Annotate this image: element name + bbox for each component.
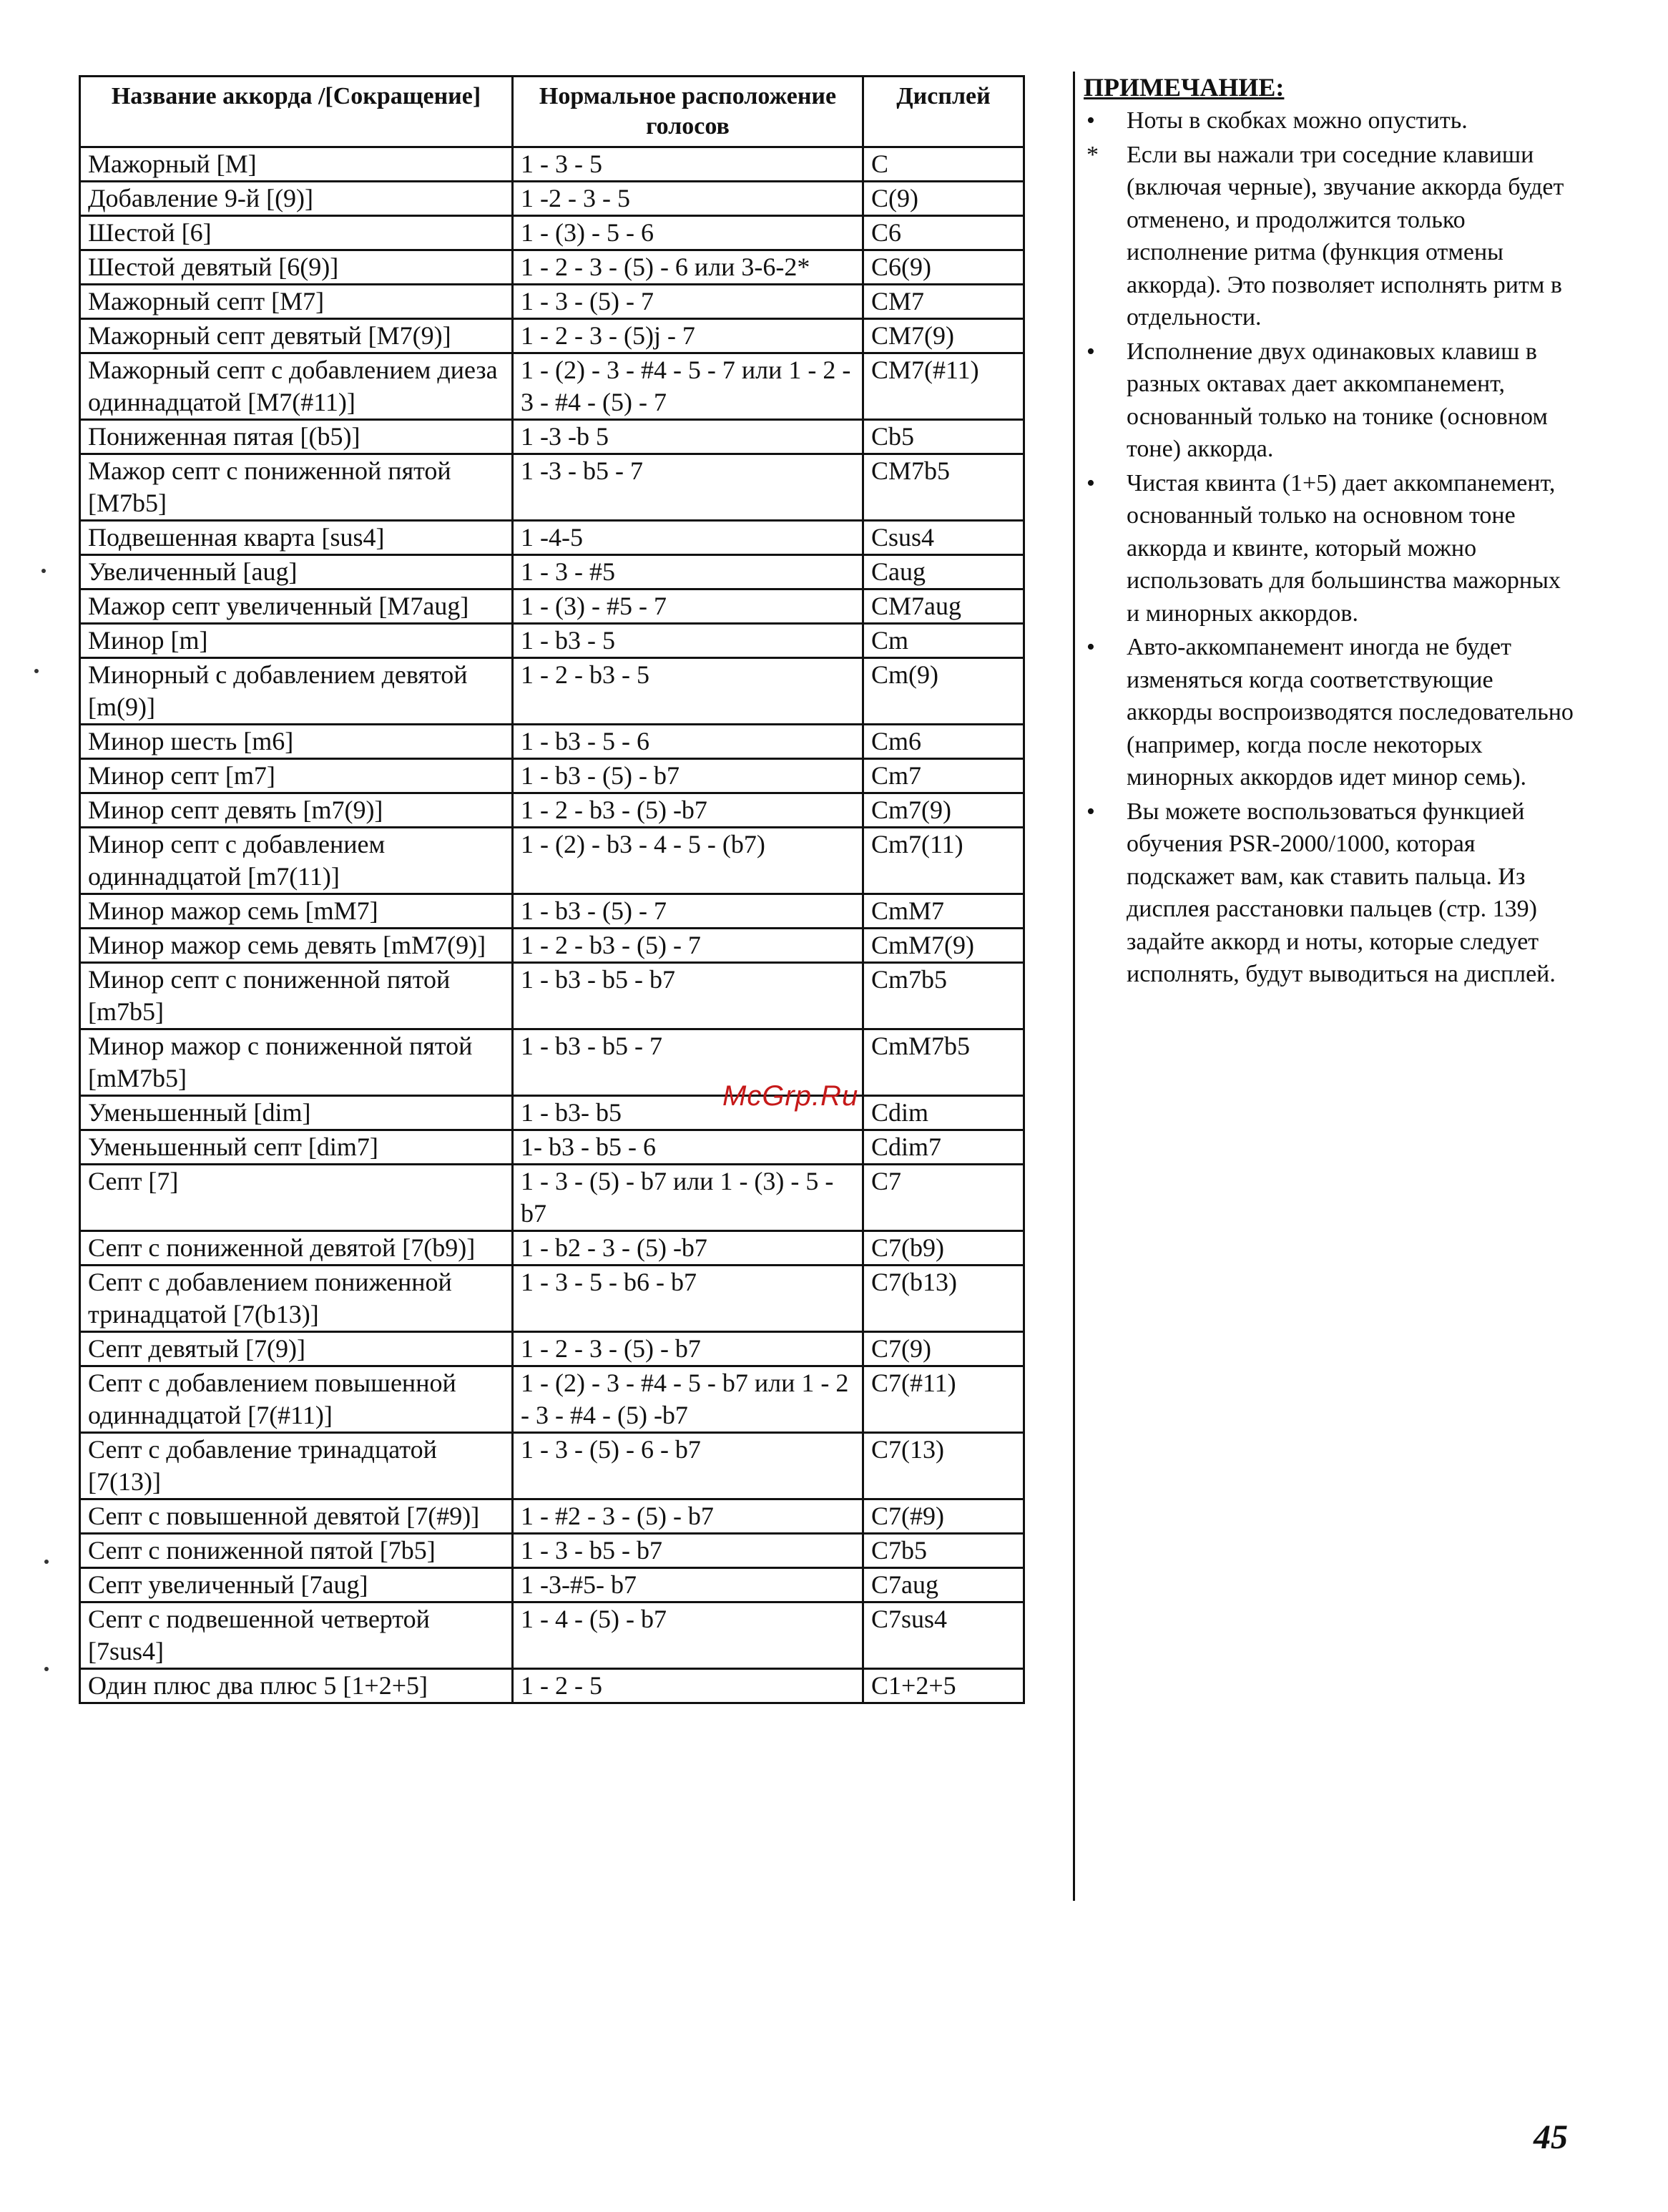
chord-name-cell: Пониженная пятая [(b5)] bbox=[80, 420, 513, 454]
table-row bbox=[80, 929, 1024, 963]
table-row bbox=[80, 454, 1024, 521]
display-cell: CM7b5 bbox=[863, 454, 1024, 521]
scan-speck bbox=[34, 669, 39, 673]
display-cell: C7(13) bbox=[863, 1433, 1024, 1499]
display-cell: CmM7 bbox=[863, 894, 1024, 929]
bullet-icon: • bbox=[1086, 469, 1095, 496]
voicing-cell: 1 -3 -b 5 bbox=[513, 420, 863, 454]
asterisk-icon: * bbox=[1086, 141, 1099, 168]
table-row bbox=[80, 319, 1024, 353]
display-cell: CmM7b5 bbox=[863, 1029, 1024, 1096]
voicing-cell: 1 - (2) - b3 - 4 - 5 - (b7) bbox=[513, 828, 863, 894]
chord-name-cell: Септ с пониженной пятой [7b5] bbox=[80, 1534, 513, 1568]
chord-name-cell: Шестой [6] bbox=[80, 216, 513, 250]
voicing-cell: 1 - 4 - (5) - b7 bbox=[513, 1602, 863, 1669]
voicing-cell: 1 - 2 - 3 - (5) - 6 или 3-6-2* bbox=[513, 250, 863, 285]
chord-name-cell: Минор септ [m7] bbox=[80, 759, 513, 793]
display-cell: C7aug bbox=[863, 1568, 1024, 1602]
note-item bbox=[1084, 104, 1574, 137]
chord-name-cell: Мажорный септ девятый [M7(9)] bbox=[80, 319, 513, 353]
scan-speck bbox=[44, 1560, 49, 1564]
note-text: Ноты в скобках можно опустить. bbox=[1127, 107, 1468, 134]
note-text: Вы можете воспользоваться функцией обучения PSR-2000/1000, которая подскажет вам, как ставить пальца. Из дисплея расстановки пальцев (стр. 139) задайте аккорд и ноты, которые следует исполнять, будут выводиться на дисплей. bbox=[1127, 798, 1556, 987]
table-row bbox=[80, 147, 1024, 182]
display-cell: Cm7 bbox=[863, 759, 1024, 793]
display-cell: C7(9) bbox=[863, 1332, 1024, 1366]
voicing-cell: 1 - 2 - b3 - 5 bbox=[513, 658, 863, 725]
voicing-cell: 1 - 3 - (5) - b7 или 1 - (3) - 5 - b7 bbox=[513, 1165, 863, 1231]
display-cell: Caug bbox=[863, 555, 1024, 589]
display-cell: Cm6 bbox=[863, 725, 1024, 759]
voicing-cell: 1 - (3) - 5 - 6 bbox=[513, 216, 863, 250]
header-display: Дисплей bbox=[863, 77, 1024, 147]
voicing-cell: 1 -3 - b5 - 7 bbox=[513, 454, 863, 521]
scan-speck bbox=[41, 569, 46, 573]
display-cell: CM7aug bbox=[863, 589, 1024, 624]
table-row bbox=[80, 589, 1024, 624]
chord-name-cell: Минор мажор семь девять [mM7(9)] bbox=[80, 929, 513, 963]
table-row bbox=[80, 963, 1024, 1029]
chord-name-cell: Минор шесть [m6] bbox=[80, 725, 513, 759]
chord-name-cell: Септ увеличенный [7aug] bbox=[80, 1568, 513, 1602]
voicing-cell: 1 - 3 - 5 - b6 - b7 bbox=[513, 1266, 863, 1332]
voicing-cell: 1 - 2 - 5 bbox=[513, 1669, 863, 1703]
table-row bbox=[80, 1165, 1024, 1231]
voicing-cell: 1 - b3 - 5 - 6 bbox=[513, 725, 863, 759]
table-row bbox=[80, 828, 1024, 894]
display-cell: C(9) bbox=[863, 182, 1024, 216]
voicing-cell: 1 - 2 - 3 - (5)j - 7 bbox=[513, 319, 863, 353]
table-row bbox=[80, 555, 1024, 589]
chord-name-cell: Септ с пониженной девятой [7(b9)] bbox=[80, 1231, 513, 1266]
table-header-row bbox=[80, 77, 1024, 147]
header-chord-name: Название аккорда /[Сокращение] bbox=[80, 77, 513, 147]
voicing-cell: 1 - 3 - 5 bbox=[513, 147, 863, 182]
table-row bbox=[80, 1029, 1024, 1096]
table-row bbox=[80, 1266, 1024, 1332]
table-row bbox=[80, 1499, 1024, 1534]
display-cell: C1+2+5 bbox=[863, 1669, 1024, 1703]
chord-name-cell: Увеличенный [aug] bbox=[80, 555, 513, 589]
note-item bbox=[1084, 631, 1574, 794]
note-item bbox=[1084, 796, 1574, 991]
display-cell: C7(b13) bbox=[863, 1266, 1024, 1332]
voicing-cell: 1 - b3 - b5 - b7 bbox=[513, 963, 863, 1029]
voicing-cell: 1 - b3 - (5) - 7 bbox=[513, 894, 863, 929]
voicing-cell: 1 - 3 - (5) - 6 - b7 bbox=[513, 1433, 863, 1499]
table-row bbox=[80, 1366, 1024, 1433]
voicing-cell: 1 - 2 - 3 - (5) - b7 bbox=[513, 1332, 863, 1366]
scan-speck bbox=[44, 1667, 49, 1671]
display-cell: Csus4 bbox=[863, 521, 1024, 555]
voicing-cell: 1 - 3 - (5) - 7 bbox=[513, 285, 863, 319]
table-row bbox=[80, 1433, 1024, 1499]
voicing-cell: 1 - 2 - b3 - (5) - 7 bbox=[513, 929, 863, 963]
chord-name-cell: Септ с повышенной девятой [7(#9)] bbox=[80, 1499, 513, 1534]
table-row bbox=[80, 725, 1024, 759]
voicing-cell: 1 - b3- b5 bbox=[513, 1096, 863, 1130]
chord-name-cell: Мажорный септ [M7] bbox=[80, 285, 513, 319]
chord-name-cell: Минорный с добавлением девятой [m(9)] bbox=[80, 658, 513, 725]
note-text: Если вы нажали три соседние клавиши (включая черные), звучание аккорда будет отменено, и продолжится только исполнение ритма (функция отмены аккорда). Это позволяет исполнять ритм в отдельности. bbox=[1127, 141, 1564, 331]
table-row bbox=[80, 1602, 1024, 1669]
chord-name-cell: Минор септ с добавлением одиннадцатой [m7(11)] bbox=[80, 828, 513, 894]
chord-name-cell: Мажор септ с пониженной пятой [M7b5] bbox=[80, 454, 513, 521]
table-row bbox=[80, 285, 1024, 319]
bullet-icon: • bbox=[1086, 338, 1095, 365]
display-cell: CM7(9) bbox=[863, 319, 1024, 353]
chord-name-cell: Подвешенная кварта [sus4] bbox=[80, 521, 513, 555]
display-cell: Cb5 bbox=[863, 420, 1024, 454]
chord-name-cell: Септ с добавлением пониженной тринадцатой [7(b13)] bbox=[80, 1266, 513, 1332]
display-cell: Cm(9) bbox=[863, 658, 1024, 725]
display-cell: C7(#9) bbox=[863, 1499, 1024, 1534]
chord-name-cell: Септ с добавление тринадцатой [7(13)] bbox=[80, 1433, 513, 1499]
display-cell: Cm7b5 bbox=[863, 963, 1024, 1029]
voicing-cell: 1 - (2) - 3 - #4 - 5 - b7 или 1 - 2 - 3 - #4 - (5) -b7 bbox=[513, 1366, 863, 1433]
voicing-cell: 1 - #2 - 3 - (5) - b7 bbox=[513, 1499, 863, 1534]
table-row bbox=[80, 182, 1024, 216]
display-cell: Cm7(9) bbox=[863, 793, 1024, 828]
display-cell: CM7 bbox=[863, 285, 1024, 319]
notes-title: ПРИМЕЧАНИЕ: bbox=[1084, 73, 1285, 102]
voicing-cell: 1 -4-5 bbox=[513, 521, 863, 555]
voicing-cell: 1 - b3 - b5 - 7 bbox=[513, 1029, 863, 1096]
voicing-cell: 1 - (2) - 3 - #4 - 5 - 7 или 1 - 2 - 3 - #4 - (5) - 7 bbox=[513, 353, 863, 420]
voicing-cell: 1 - b3 - 5 bbox=[513, 624, 863, 658]
note-text: Авто-аккомпанемент иногда не будет изменяться когда соответствующие аккорды воспроизводятся последовательно (например, когда после некоторых минорных аккордов идет минор семь). bbox=[1127, 634, 1574, 791]
table-row bbox=[80, 1534, 1024, 1568]
table-row bbox=[80, 1096, 1024, 1130]
table-row bbox=[80, 353, 1024, 420]
table-row bbox=[80, 624, 1024, 658]
bullet-icon: • bbox=[1086, 634, 1095, 660]
voicing-cell: 1 - (3) - #5 - 7 bbox=[513, 589, 863, 624]
header-voicing: Нормальное расположение голосов bbox=[513, 77, 863, 147]
chord-name-cell: Один плюс два плюс 5 [1+2+5] bbox=[80, 1669, 513, 1703]
table-row bbox=[80, 216, 1024, 250]
voicing-cell: 1 - b2 - 3 - (5) -b7 bbox=[513, 1231, 863, 1266]
chord-name-cell: Уменьшенный септ [dim7] bbox=[80, 1130, 513, 1165]
chord-name-cell: Мажор септ увеличенный [M7aug] bbox=[80, 589, 513, 624]
chord-name-cell: Минор мажор с пониженной пятой [mM7b5] bbox=[80, 1029, 513, 1096]
voicing-cell: 1 - 3 - #5 bbox=[513, 555, 863, 589]
chord-name-cell: Минор [m] bbox=[80, 624, 513, 658]
chord-name-cell: Мажорный септ с добавлением диеза одиннадцатой [M7(#11)] bbox=[80, 353, 513, 420]
table-row bbox=[80, 1231, 1024, 1266]
watermark: McGrp.Ru bbox=[722, 1080, 859, 1112]
display-cell: C7b5 bbox=[863, 1534, 1024, 1568]
note-item bbox=[1084, 336, 1574, 466]
table-row bbox=[80, 250, 1024, 285]
voicing-cell: 1 - 3 - b5 - b7 bbox=[513, 1534, 863, 1568]
chord-name-cell: Септ с подвешенной четвертой [7sus4] bbox=[80, 1602, 513, 1669]
note-item bbox=[1084, 139, 1574, 334]
chord-name-cell: Уменьшенный [dim] bbox=[80, 1096, 513, 1130]
chord-name-cell: Шестой девятый [6(9)] bbox=[80, 250, 513, 285]
chord-name-cell: Септ [7] bbox=[80, 1165, 513, 1231]
bullet-icon: • bbox=[1086, 798, 1095, 825]
chord-name-cell: Мажорный [M] bbox=[80, 147, 513, 182]
chord-name-cell: Минор септ девять [m7(9)] bbox=[80, 793, 513, 828]
table-row bbox=[80, 521, 1024, 555]
voicing-cell: 1 - 2 - b3 - (5) -b7 bbox=[513, 793, 863, 828]
page-number: 45 bbox=[1534, 2118, 1568, 2156]
chord-name-cell: Добавление 9-й [(9)] bbox=[80, 182, 513, 216]
display-cell: Cdim bbox=[863, 1096, 1024, 1130]
table-row bbox=[80, 658, 1024, 725]
voicing-cell: 1 - b3 - (5) - b7 bbox=[513, 759, 863, 793]
chord-table bbox=[79, 75, 1025, 1704]
note-text: Исполнение двух одинаковых клавиш в разных октавах дает аккомпанемент, основанный только на тонике (основном тоне) аккорда. bbox=[1127, 338, 1548, 462]
chord-name-cell: Септ с добавлением повышенной одиннадцатой [7(#11)] bbox=[80, 1366, 513, 1433]
note-item bbox=[1084, 467, 1574, 630]
voicing-cell: 1- b3 - b5 - 6 bbox=[513, 1130, 863, 1165]
table-row bbox=[80, 759, 1024, 793]
display-cell: Cm bbox=[863, 624, 1024, 658]
notes-list bbox=[1084, 104, 1574, 991]
bullet-icon: • bbox=[1086, 107, 1095, 134]
display-cell: Cm7(11) bbox=[863, 828, 1024, 894]
chord-name-cell: Минор мажор семь [mM7] bbox=[80, 894, 513, 929]
note-text: Чистая квинта (1+5) дает аккомпанемент, основанный только на основном тоне аккорда и квинте, который можно использовать для большинства мажорных и минорных аккордов. bbox=[1127, 469, 1561, 627]
display-cell: C7sus4 bbox=[863, 1602, 1024, 1669]
display-cell: CmM7(9) bbox=[863, 929, 1024, 963]
display-cell: C6 bbox=[863, 216, 1024, 250]
table-row bbox=[80, 1332, 1024, 1366]
table-row bbox=[80, 1130, 1024, 1165]
display-cell: C6(9) bbox=[863, 250, 1024, 285]
chord-table-body bbox=[80, 147, 1024, 1703]
display-cell: C7(#11) bbox=[863, 1366, 1024, 1433]
notes-column bbox=[1073, 72, 1574, 1901]
display-cell: C bbox=[863, 147, 1024, 182]
voicing-cell: 1 -3-#5- b7 bbox=[513, 1568, 863, 1602]
voicing-cell: 1 -2 - 3 - 5 bbox=[513, 182, 863, 216]
table-row bbox=[80, 1568, 1024, 1602]
display-cell: Cdim7 bbox=[863, 1130, 1024, 1165]
table-row bbox=[80, 793, 1024, 828]
chord-name-cell: Септ девятый [7(9)] bbox=[80, 1332, 513, 1366]
table-row bbox=[80, 420, 1024, 454]
chord-name-cell: Минор септ с пониженной пятой [m7b5] bbox=[80, 963, 513, 1029]
display-cell: CM7(#11) bbox=[863, 353, 1024, 420]
table-row bbox=[80, 1669, 1024, 1703]
display-cell: C7 bbox=[863, 1165, 1024, 1231]
table-row bbox=[80, 894, 1024, 929]
display-cell: C7(b9) bbox=[863, 1231, 1024, 1266]
